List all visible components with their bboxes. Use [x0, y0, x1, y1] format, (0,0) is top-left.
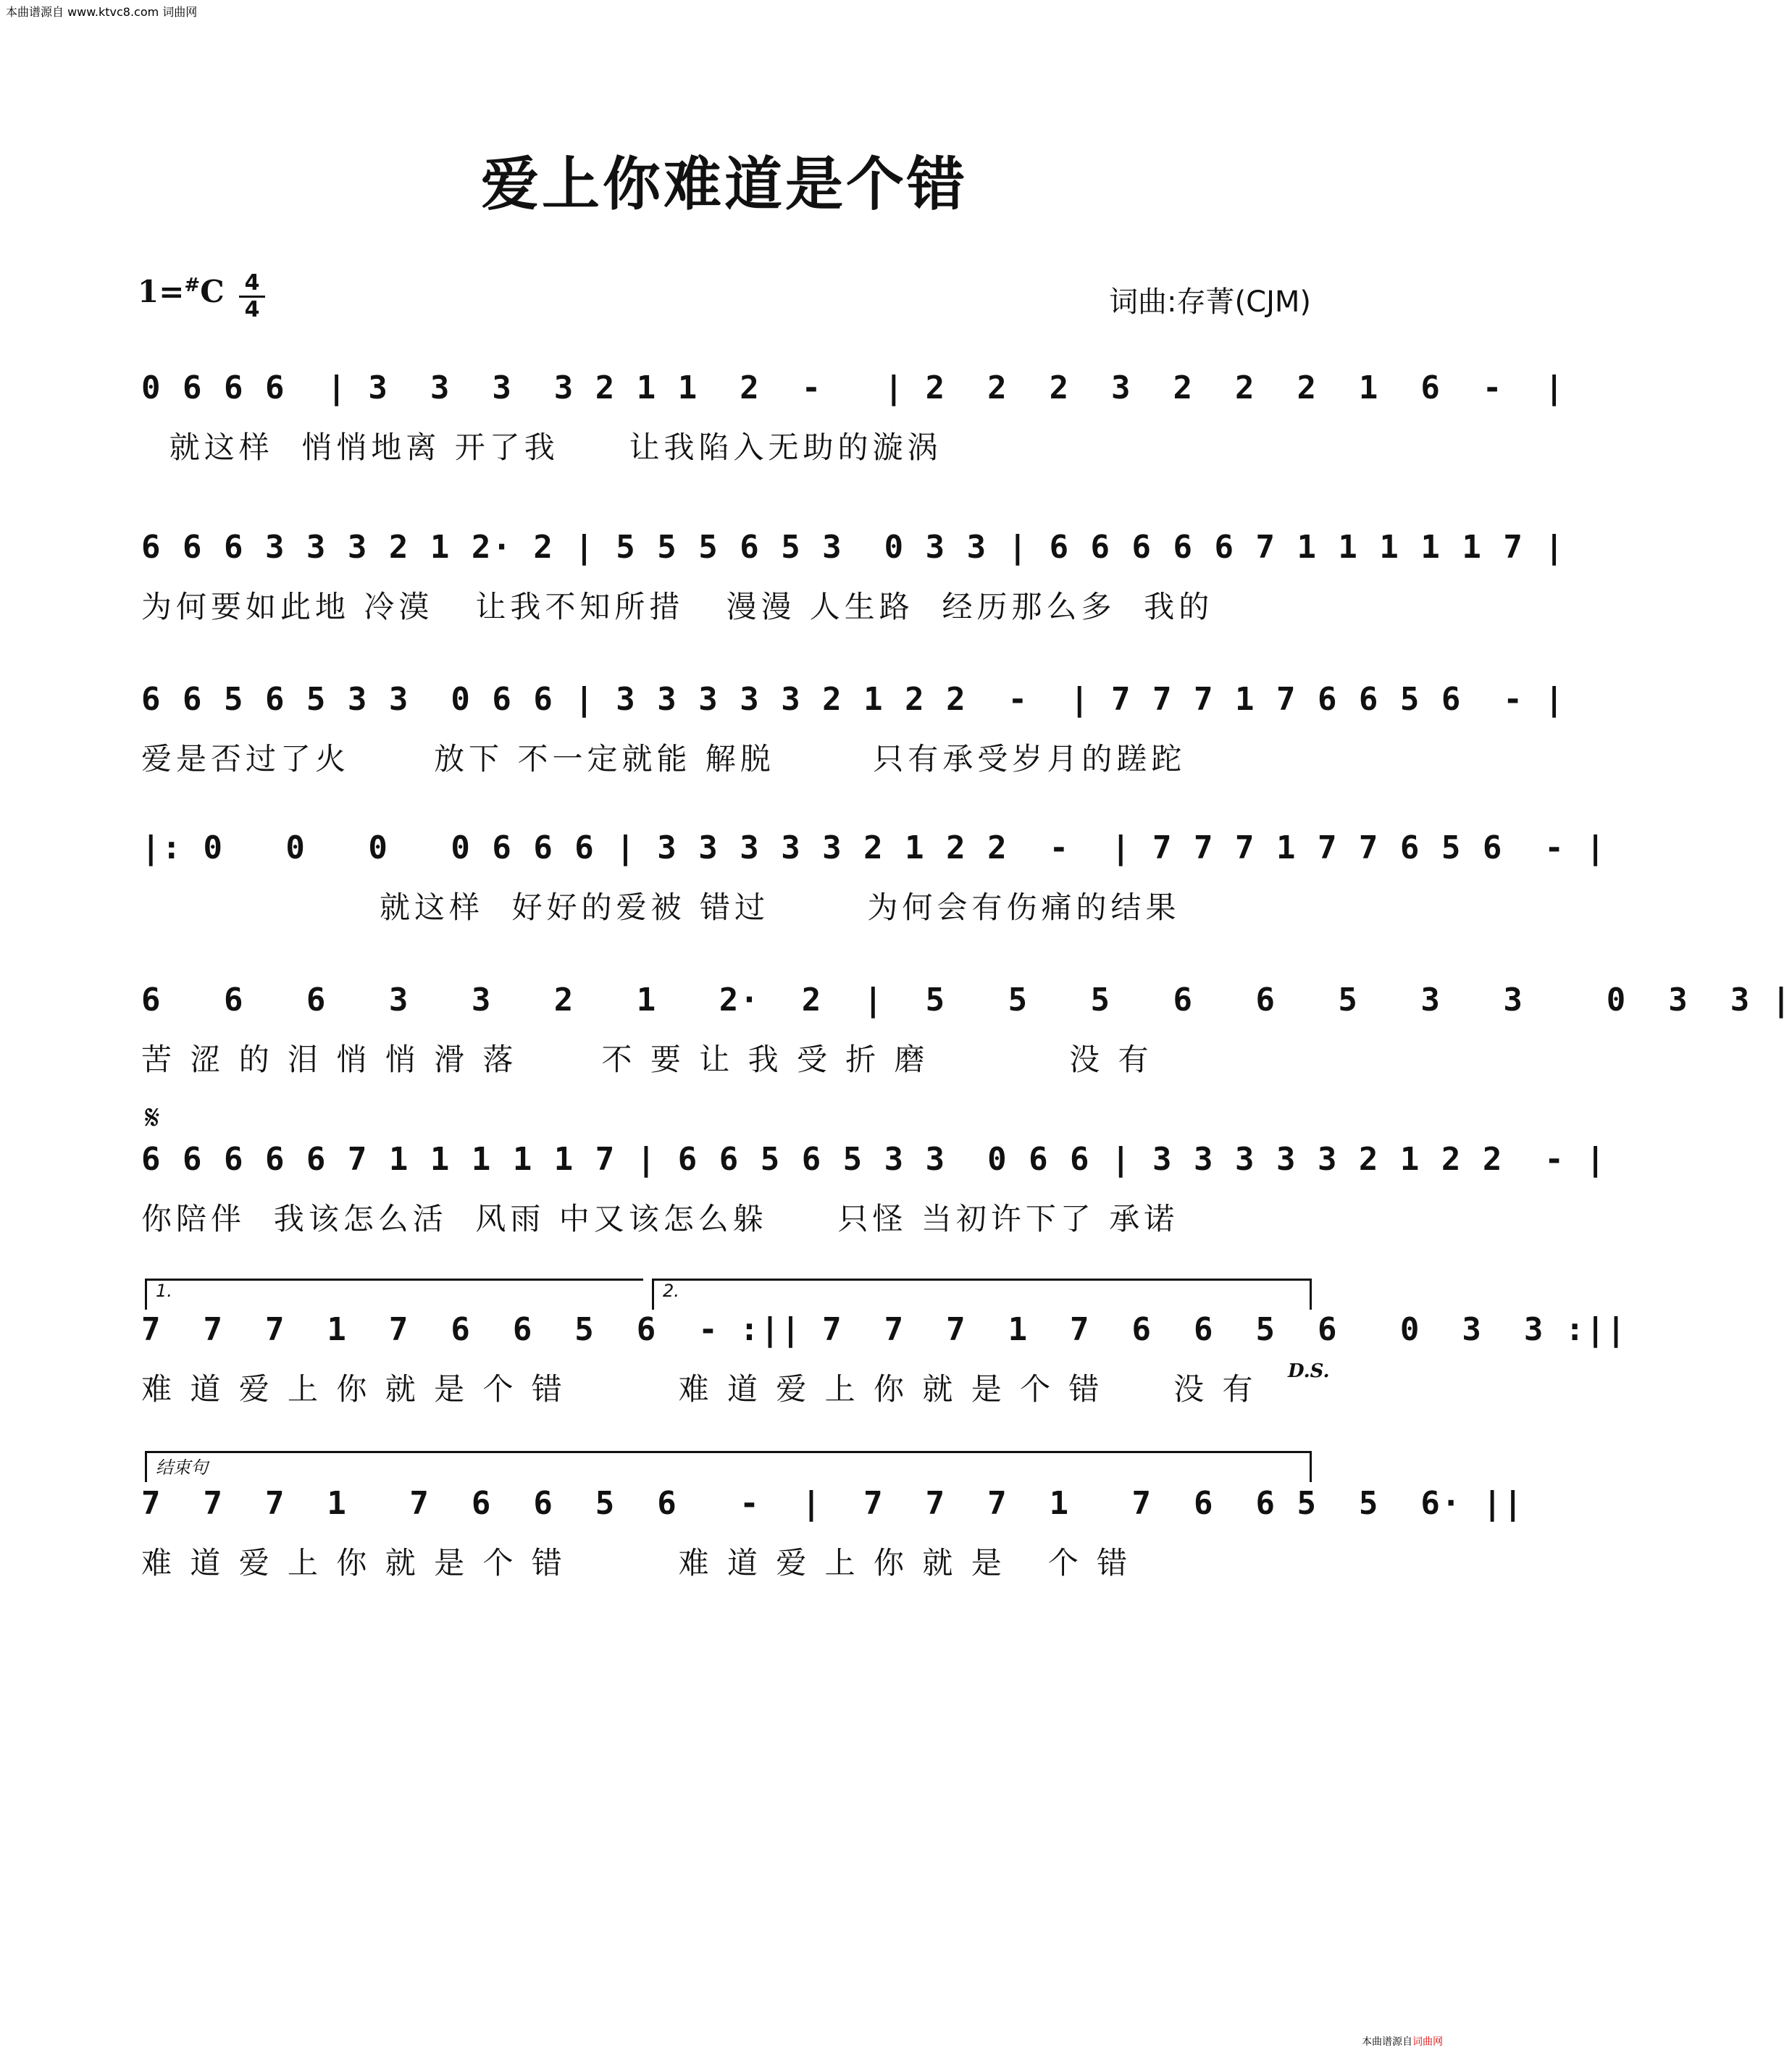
coda-label: 结束句	[156, 1457, 208, 1478]
second-ending-label: 2.	[663, 1281, 679, 1301]
source-header: 本曲谱源自 www.ktvc8.com 词曲网	[6, 5, 198, 19]
lyrics-line: 苦 涩 的 泪 悄 悄 滑 落 不 要 让 我 受 折 磨 没 有	[141, 1042, 1153, 1077]
notes-line: 6 6 5 6 5 3 3 0 6 6 | 3 3 3 3 3 2 1 2 2 - | 7 7 7 1 7 6 6 5 6 - |	[141, 681, 1565, 718]
notes-line: |: 0 0 0 0 6 6 6 | 3 3 3 3 3 2 1 2 2 - | 7 7 7 1 7 7 6 5 6 - |	[141, 829, 1607, 866]
notes-line: 7 7 7 1 7 6 6 5 6 - | 7 7 7 1 7 6 6 5 5 6· ||	[141, 1485, 1524, 1522]
coda-bracket	[145, 1451, 1312, 1482]
da-segno-marking: D.S.	[1288, 1360, 1330, 1382]
credit: 词曲:存菁(CJM)	[1109, 285, 1311, 319]
lyrics-line: 爱是否过了火 放下 不一定就能 解脱 只有承受岁月的蹉跎	[141, 741, 1186, 777]
lyrics-line: 难 道 爱 上 你 就 是 个 错 难 道 爱 上 你 就 是 个 错 没 有	[141, 1371, 1257, 1407]
notes-line: 6 6 6 6 6 7 1 1 1 1 1 7 | 6 6 5 6 5 3 3 0 6 6 | 3 3 3 3 3 2 1 2 2 - |	[141, 1141, 1607, 1178]
lyrics-line: 你陪伴 我该怎么活 风雨 中又该怎么躲 只怪 当初许下了 承诺	[141, 1201, 1179, 1237]
notes-line: 0 6 6 6 | 3 3 3 3 2 1 1 2 - | 2 2 2 3 2 2 2 1 6 - |	[141, 369, 1565, 406]
song-title: 爱上你难道是个错	[481, 150, 968, 218]
notes-line: 6 6 6 3 3 3 2 1 2· 2 | 5 5 5 6 5 3 0 3 3 | 6 6 6 6 6 7 1 1 1 1 1 7 |	[141, 529, 1565, 566]
segno-sign: 𝄋	[145, 1097, 160, 1138]
notes-line: 6 6 6 3 3 2 1 2· 2 | 5 5 5 6 6 5 3 3 0 3 3 |	[141, 982, 1792, 1018]
first-ending-label: 1.	[156, 1281, 172, 1301]
notes-line: 7 7 7 1 7 6 6 5 6 - :|| 7 7 7 1 7 6 6 5 6 0 3 3 :||	[141, 1311, 1628, 1348]
lyrics-line: 难 道 爱 上 你 就 是 个 错 难 道 爱 上 你 就 是 个 错	[141, 1545, 1132, 1581]
time-signature: 4 4	[239, 272, 265, 322]
footer-site: 词曲网	[1412, 2036, 1443, 2048]
first-ending-bracket	[145, 1279, 643, 1310]
second-ending-bracket	[652, 1279, 1312, 1310]
footer-source: 本曲谱源自	[1362, 2036, 1412, 2048]
key-signature: 1=#C	[138, 274, 225, 309]
lyrics-line: 就这样 好好的爱被 错过 为何会有伤痛的结果	[141, 890, 1181, 925]
lyrics-line: 为何要如此地 冷漠 让我不知所措 漫漫 人生路 经历那么多 我的	[141, 589, 1214, 624]
lyrics-line: 就这样 悄悄地离 开了我 让我陷入无助的漩涡	[141, 430, 942, 465]
